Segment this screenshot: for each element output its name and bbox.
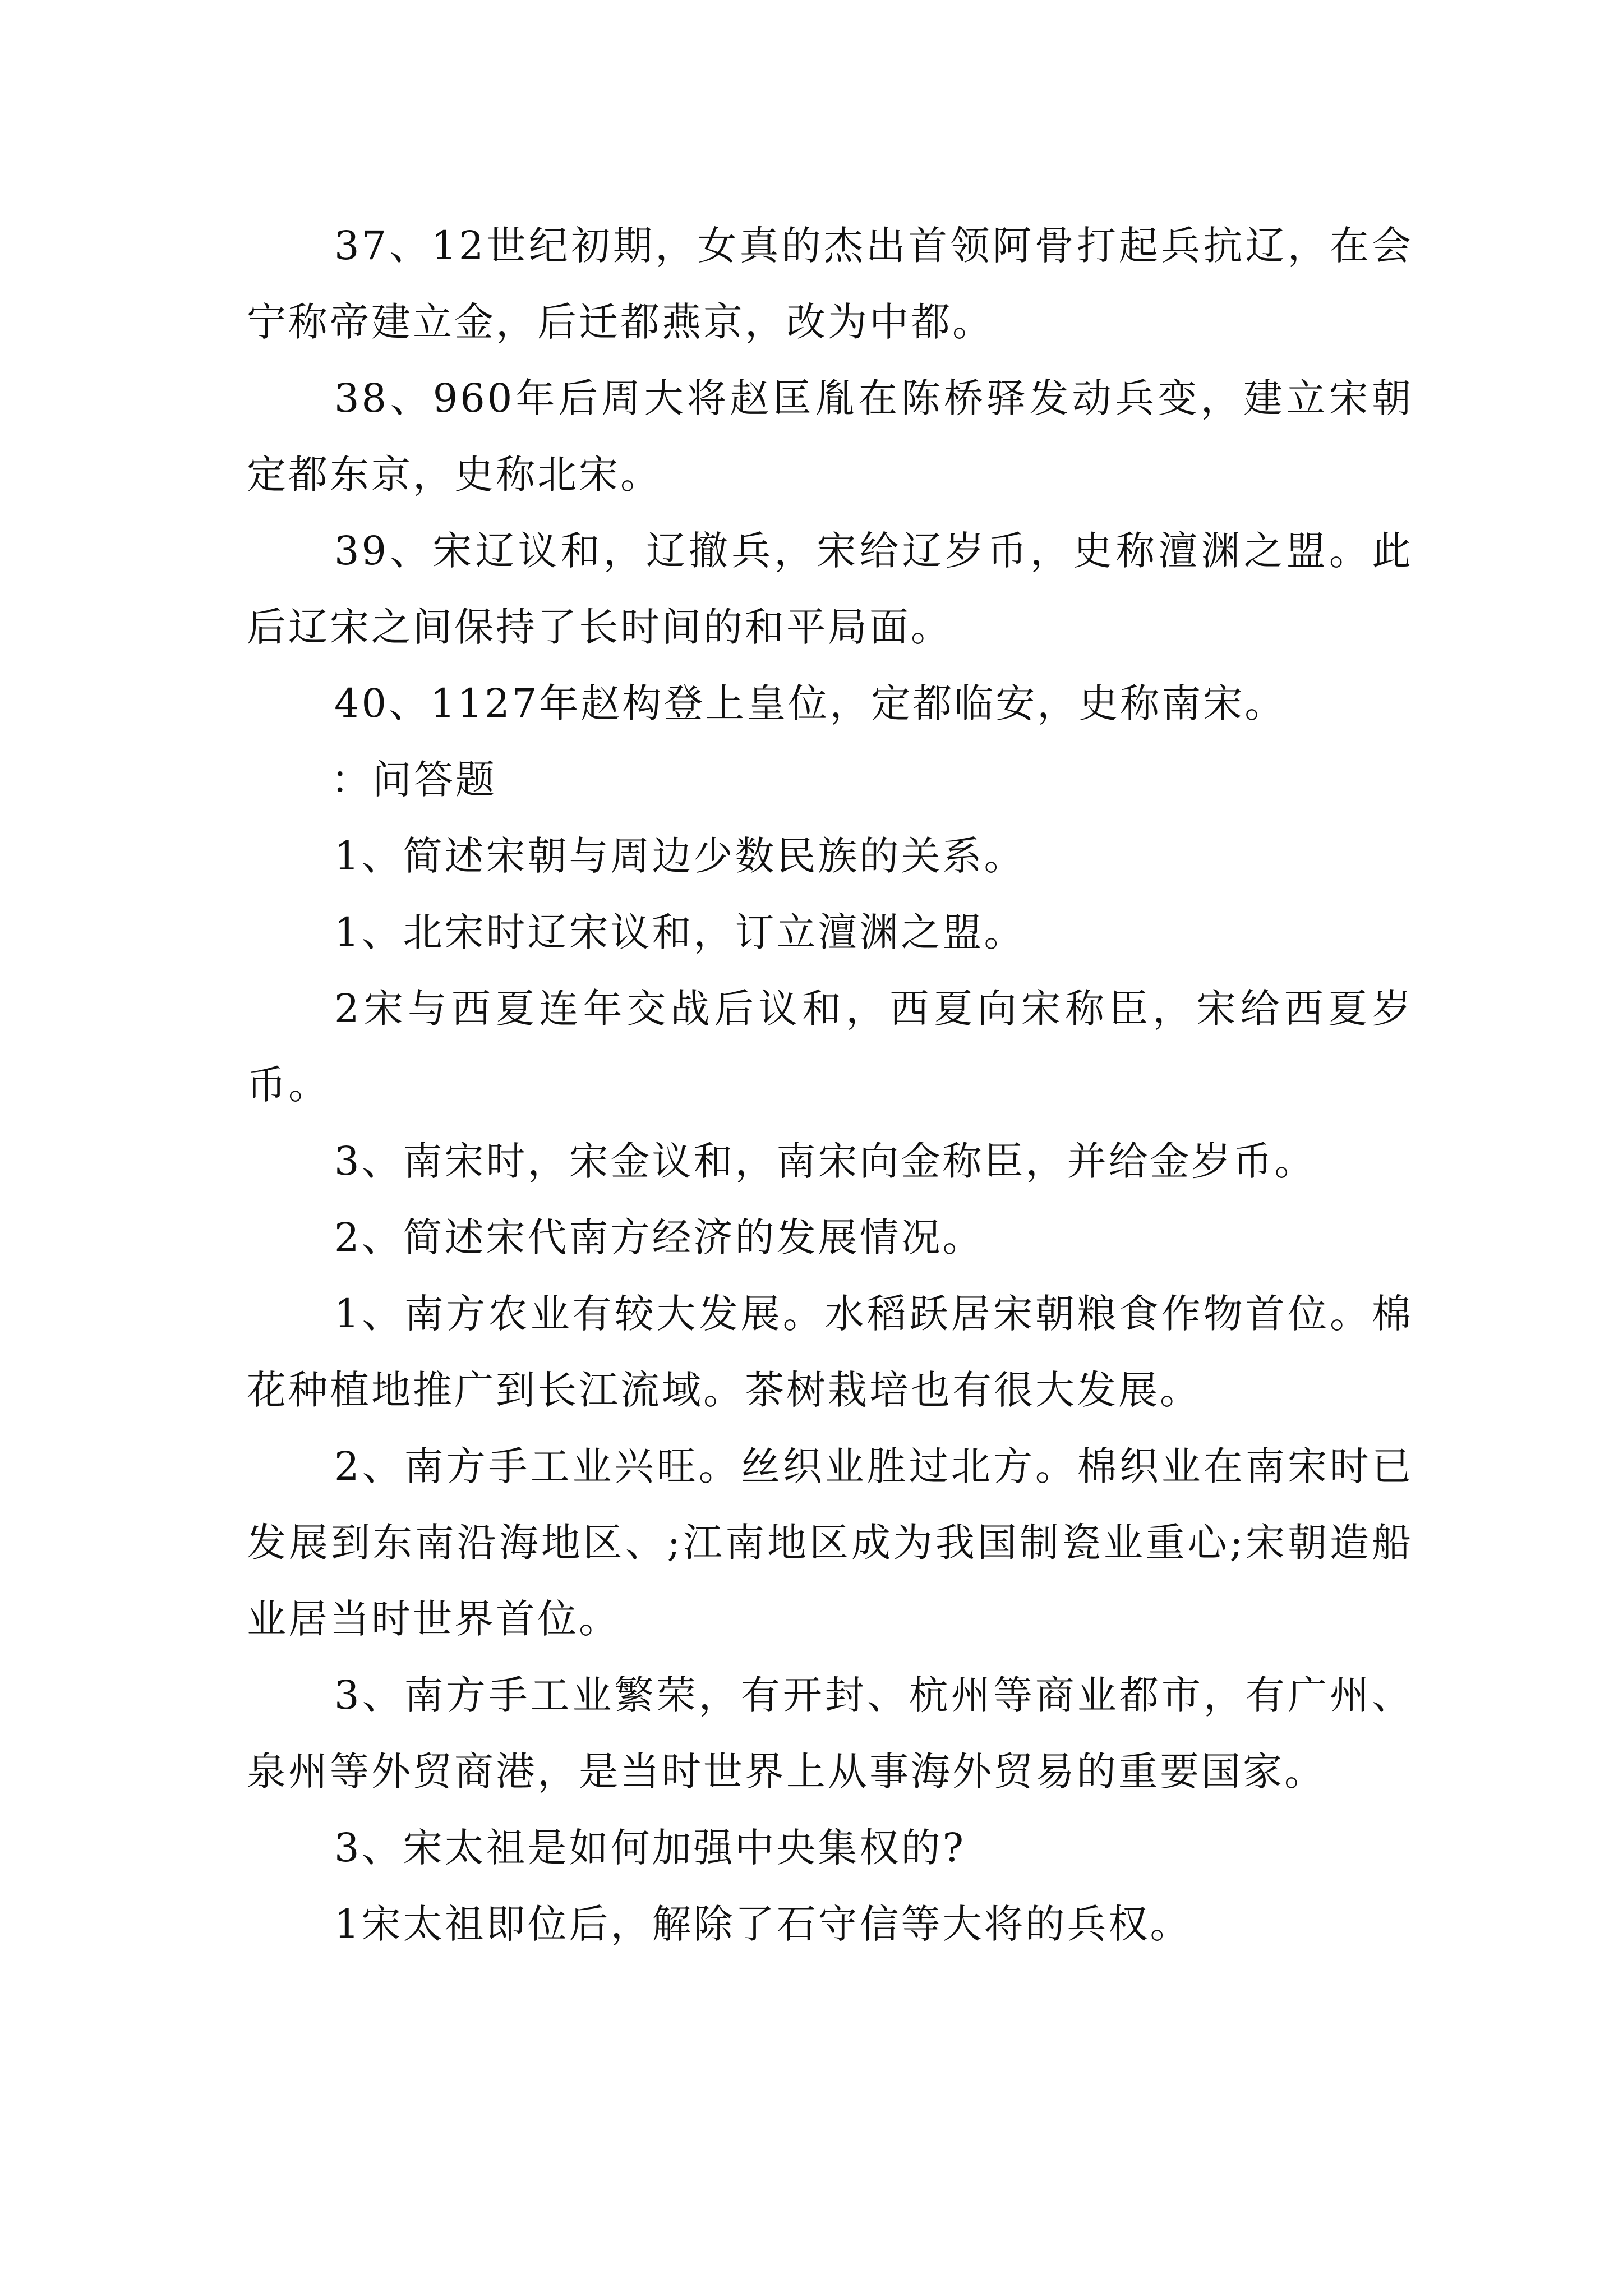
paragraph-40: 40、1127年赵构登上皇位，定都临安，史称南宋。 <box>334 680 1287 726</box>
answer-2-item-3: 3、南方手工业繁荣，有开封、杭州等商业都市，有广州、泉州等外贸商港，是当时世界上从事海外贸易的重要国家。 <box>247 1672 1413 1795</box>
section-heading: ：问答题 <box>331 757 497 803</box>
question-1: 1、简述宋朝与周边少数民族的关系。 <box>334 833 1026 879</box>
paragraph-39: 39、宋辽议和，辽撤兵，宋给辽岁币，史称澶渊之盟。此后辽宋之间保持了长时间的和平局面。 <box>247 528 1413 650</box>
answer-2-item-1: 1、南方农业有较大发展。水稻跃居宋朝粮食作物首位。棉花种植地推广到长江流域。茶树栽培也有很大发展。 <box>247 1291 1413 1413</box>
answer-2-item-2: 2、南方手工业兴旺。丝织业胜过北方。棉织业在南宋时已发展到东南沿海地区、;江南地区成为我国制瓷业重心;宋朝造船业居当时世界首位。 <box>247 1443 1413 1642</box>
question-3: 3、宋太祖是如何加强中央集权的? <box>334 1825 966 1871</box>
paragraph-37: 37、12世纪初期，女真的杰出首领阿骨打起兵抗辽，在会宁称帝建立金，后迁都燕京，改为中都。 <box>247 223 1413 345</box>
answer-1-item-3: 3、南宋时，宋金议和，南宋向金称臣，并给金岁币。 <box>334 1138 1316 1184</box>
answer-1-item-1: 1、北宋时辽宋议和，订立澶渊之盟。 <box>334 909 1026 955</box>
question-2: 2、简述宋代南方经济的发展情况。 <box>334 1214 984 1260</box>
answer-3-item-1: 1宋太祖即位后，解除了石守信等大将的兵权。 <box>334 1901 1192 1947</box>
document-body <box>247 208 1413 1962</box>
answer-1-item-2: 2宋与西夏连年交战后议和，西夏向宋称臣，宋给西夏岁币。 <box>247 986 1413 1108</box>
paragraph-38: 38、960年后周大将赵匡胤在陈桥驿发动兵变，建立宋朝定都东京，史称北宋。 <box>247 375 1413 498</box>
